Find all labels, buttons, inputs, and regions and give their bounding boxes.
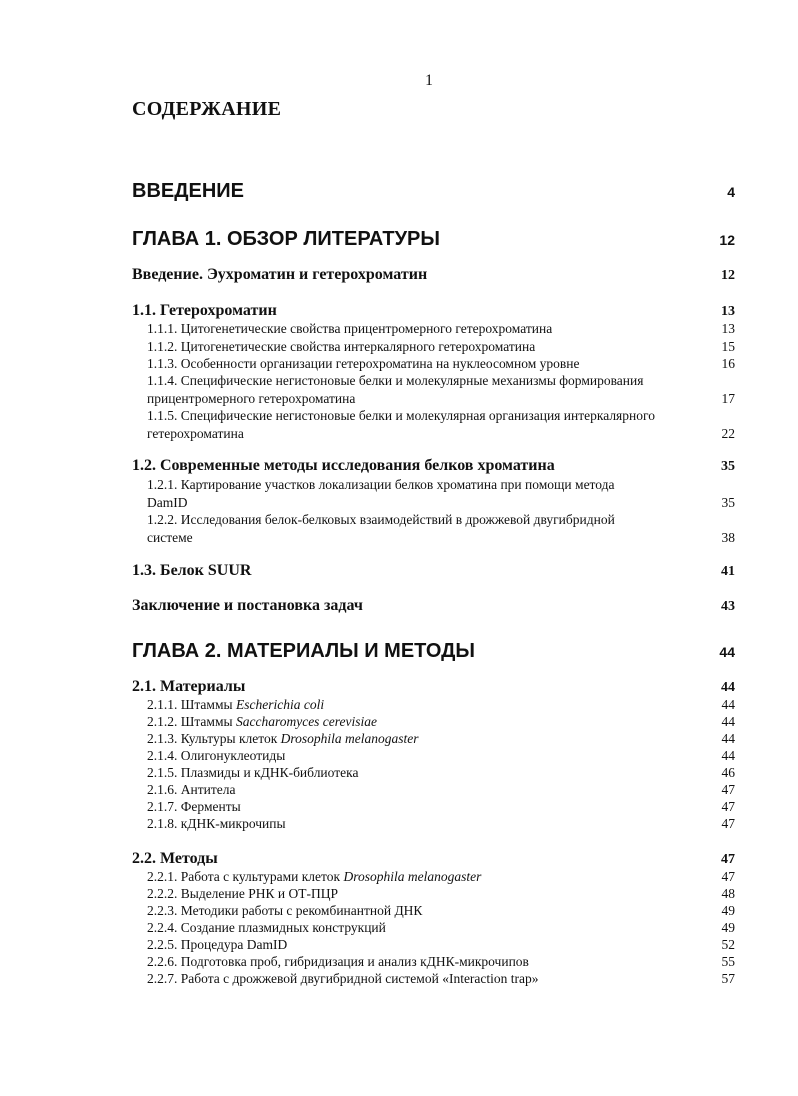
toc-subsection-2-2-5[interactable] [147, 937, 735, 953]
toc-label: ГЛАВА 2. МАТЕРИАЛЫ И МЕТОДЫ [132, 640, 476, 662]
toc-label: 1.1.2. Цитогенетические свойства интеркалярного гетерохроматина [147, 339, 536, 354]
toc-label: 1.1.3. Особенности организации гетерохроматина на нуклеосомном уровне [147, 356, 580, 371]
toc-subsection-2-2-4[interactable] [147, 920, 735, 936]
toc-label: ВВЕДЕНИЕ [132, 180, 244, 202]
toc-section-2-1[interactable] [132, 678, 735, 696]
species-name: Drosophila melanogaster [343, 869, 482, 884]
toc-label: 1.3. Белок SUUR [132, 562, 252, 579]
toc-label-line1: 1.2.1. Картирование участков локализации белков хроматина при помощи метода [147, 477, 615, 492]
toc-subsection-1-1-5[interactable] [147, 407, 735, 442]
toc-section-ch1-intro[interactable] [132, 266, 735, 284]
toc-page: 35 [721, 459, 735, 474]
toc-page: 44 [721, 714, 735, 729]
toc-page: 49 [721, 920, 735, 935]
toc-subsection-2-2-1[interactable] [147, 869, 735, 885]
toc-label: Заключение и постановка задач [132, 597, 363, 614]
toc-subsection-2-2-2[interactable] [147, 886, 735, 902]
toc-page: 57 [721, 971, 735, 986]
toc-page: 47 [721, 869, 735, 884]
toc-page: 15 [721, 339, 735, 354]
toc-page: 55 [721, 954, 735, 969]
toc-label: Введение. Эухроматин и гетерохроматин [132, 266, 428, 283]
toc-label: 2.1.6. Антитела [147, 782, 236, 797]
toc-page: 52 [721, 937, 735, 952]
toc-label: 2.1.7. Ферменты [147, 799, 241, 814]
toc-page: 22 [721, 425, 735, 441]
toc-page: 16 [721, 356, 735, 371]
toc-page: 47 [721, 799, 735, 814]
toc-subsection-2-2-6[interactable] [147, 954, 735, 970]
toc-page: 43 [721, 599, 735, 614]
toc-label-line1: 1.1.4. Специфические негистоновые белки и молекулярные механизмы формирования [147, 373, 644, 388]
toc-label: 2.2.7. Работа с дрожжевой двугибридной системой «Interaction trap» [147, 971, 539, 986]
toc-label: 2.2.5. Процедура DamID [147, 937, 288, 952]
toc-subsection-1-2-1[interactable] [147, 476, 735, 511]
toc-page: 47 [721, 782, 735, 797]
toc-subsection-2-2-3[interactable] [147, 903, 735, 919]
species-name: Saccharomyces cerevisiae [235, 714, 378, 729]
toc-page: 13 [721, 304, 735, 319]
toc-label-line2: гетерохроматина [147, 425, 244, 441]
toc-label: 2.1.1. Штаммы Escherichia coli [147, 697, 325, 712]
toc-page: 46 [721, 765, 735, 780]
toc-page: 13 [721, 321, 735, 336]
toc-subsection-1-1-1[interactable] [147, 321, 735, 337]
toc-label: 2.2.3. Методики работы с рекомбинантной ДНК [147, 903, 423, 918]
toc-subsection-2-1-8[interactable] [147, 816, 735, 832]
toc-section-1-2[interactable] [132, 457, 735, 475]
toc-page: 44 [721, 731, 735, 746]
toc-chapter-1[interactable] [132, 228, 735, 251]
toc-page: 44 [721, 680, 735, 695]
toc-label: 1.1. Гетерохроматин [132, 302, 277, 319]
toc-chapter-2[interactable] [132, 640, 735, 663]
toc-subsection-1-1-3[interactable] [147, 356, 735, 372]
toc-page: 49 [721, 903, 735, 918]
toc-subsection-1-2-2[interactable] [147, 511, 735, 546]
toc-label: 2.2. Методы [132, 850, 218, 867]
toc-subsection-2-1-5[interactable] [147, 765, 735, 781]
toc-subsection-2-1-1[interactable] [147, 697, 735, 713]
toc-label-line2: системе [147, 529, 193, 545]
toc-label: 1.2. Современные методы исследования белков хроматина [132, 457, 555, 474]
toc-page: 41 [721, 564, 735, 579]
toc-subsection-2-1-3[interactable] [147, 731, 735, 747]
toc-section-1-3[interactable] [132, 562, 735, 580]
toc-label: 1.1.1. Цитогенетические свойства прицентромерного гетерохроматина [147, 321, 553, 336]
toc-page: 38 [721, 529, 735, 545]
toc-subsection-2-1-2[interactable] [147, 714, 735, 730]
toc-subsection-2-1-7[interactable] [147, 799, 735, 815]
toc-subsection-2-1-6[interactable] [147, 782, 735, 798]
toc-label: 2.2.6. Подготовка проб, гибридизация и анализ кДНК-микрочипов [147, 954, 529, 969]
species-name: Drosophila melanogaster [280, 731, 419, 746]
toc-subsection-1-1-2[interactable] [147, 339, 735, 355]
toc-section-1-1[interactable] [132, 302, 735, 320]
toc-page: 47 [721, 852, 735, 867]
toc-page: 48 [721, 886, 735, 901]
toc-label: ГЛАВА 1. ОБЗОР ЛИТЕРАТУРЫ [132, 228, 440, 250]
toc-label: 2.1.5. Плазмиды и кДНК-библиотека [147, 765, 359, 780]
toc-label: 2.1.4. Олигонуклеотиды [147, 748, 286, 763]
toc-page: 17 [721, 390, 735, 406]
page-title: СОДЕРЖАНИЕ [132, 98, 282, 120]
page-number: 1 [425, 72, 433, 89]
toc-label: 2.2.1. Работа с культурами клеток Drosophila melanogaster [147, 869, 482, 884]
toc-label-line2: DamID [147, 494, 188, 510]
toc-page: 47 [721, 816, 735, 831]
toc-label: 2.1.8. кДНК-микрочипы [147, 816, 286, 831]
toc-entry-introduction[interactable] [132, 180, 735, 203]
toc-label-line1: 1.1.5. Специфические негистоновые белки и молекулярная организация интеркалярного [147, 408, 655, 423]
toc-page: 44 [721, 748, 735, 763]
toc-page: 44 [721, 697, 735, 712]
toc-page: 35 [721, 494, 735, 510]
toc-label-line2: прицентромерного гетерохроматина [147, 390, 356, 406]
toc-page: 44 [719, 644, 735, 660]
toc-label: 2.1. Материалы [132, 678, 246, 695]
toc-subsection-2-2-7[interactable] [147, 971, 735, 987]
toc-page: 4 [727, 184, 735, 200]
species-name: Escherichia coli [235, 697, 325, 712]
toc-label: 2.2.2. Выделение РНК и ОТ-ПЦР [147, 886, 338, 901]
toc-subsection-1-1-4[interactable] [147, 372, 735, 407]
toc-label: 2.1.3. Культуры клеток Drosophila melanogaster [147, 731, 419, 746]
toc-label: 2.1.2. Штаммы Saccharomyces cerevisiae [147, 714, 378, 729]
toc-label: 2.2.4. Создание плазмидных конструкций [147, 920, 386, 935]
toc-section-2-2[interactable] [132, 850, 735, 868]
toc-page: 12 [721, 268, 735, 283]
toc-section-conclusion[interactable] [132, 597, 735, 615]
toc-page: 12 [719, 232, 735, 248]
toc-label-line1: 1.2.2. Исследования белок-белковых взаимодействий в дрожжевой двугибридной [147, 512, 615, 527]
toc-subsection-2-1-4[interactable] [147, 748, 735, 764]
